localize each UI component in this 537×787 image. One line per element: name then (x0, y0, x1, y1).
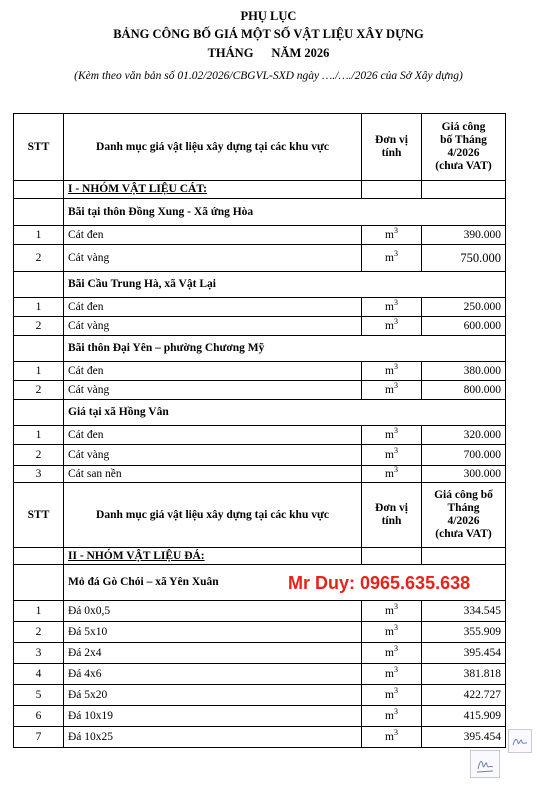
row-unit: $m^3$ (362, 727, 422, 748)
site-name: Bãi thôn Đại Yên – phường Chương Mỹ (64, 336, 506, 362)
table-row (14, 601, 506, 622)
row-price: 390.000 (422, 226, 506, 245)
row-stt: 1 (14, 226, 64, 245)
row-name: Cát đen (64, 298, 362, 317)
row-unit: $m^3$ (362, 298, 422, 317)
col-stt: STT (14, 483, 64, 548)
table-row (14, 298, 506, 317)
row-name: Đá 4x6 (64, 664, 362, 685)
table-row (14, 426, 506, 445)
col-category: Danh mục giá vật liệu xây dựng tại các khu vực (64, 114, 362, 181)
row-stt: 5 (14, 685, 64, 706)
row-unit: $m^3$ (362, 445, 422, 466)
row-name: Đá 5x10 (64, 622, 362, 643)
row-unit: $m^3$ (362, 226, 422, 245)
row-price: 381.818 (422, 664, 506, 685)
row-price: 380.000 (422, 362, 506, 381)
row-stt: 7 (14, 727, 64, 748)
site-name: Bãi tại thôn Đồng Xung - Xã ứng Hòa (64, 199, 506, 226)
site-row (14, 336, 506, 362)
row-stt: 1 (14, 362, 64, 381)
row-name: Cát vàng (64, 317, 362, 336)
site-name: Giá tại xã Hồng Vân (64, 400, 506, 426)
row-name: Cát đen (64, 226, 362, 245)
site-row (14, 199, 506, 226)
row-name: Cát đen (64, 426, 362, 445)
document-subtitle: (Kèm theo văn bản số 01.02/2026/CBGVL-SXD ngày …./…./2026 của Sở Xây dựng) (74, 70, 463, 82)
row-price: 422.727 (422, 685, 506, 706)
row-stt: 2 (14, 245, 64, 272)
row-price: 600.000 (422, 317, 506, 336)
row-price: 334.545 (422, 601, 506, 622)
row-stt: 1 (14, 601, 64, 622)
row-stt: 3 (14, 466, 64, 483)
site-name: Mỏ đá Gò Chói – xã Yên Xuân (64, 565, 506, 601)
appendix-title: PHỤ LỤC (240, 9, 297, 23)
table-row (14, 622, 506, 643)
row-name: Cát vàng (64, 445, 362, 466)
row-unit: $m^3$ (362, 362, 422, 381)
row-stt: 2 (14, 317, 64, 336)
col-category: Danh mục giá vật liệu xây dựng tại các khu vực (64, 483, 362, 548)
col-unit: Đơn vị tính (362, 114, 422, 181)
row-stt: 2 (14, 622, 64, 643)
row-unit: $m^3$ (362, 664, 422, 685)
table-row (14, 226, 506, 245)
group-title: II - NHÓM VẬT LIỆU ĐÁ: (64, 548, 362, 565)
row-price: 395.454 (422, 727, 506, 748)
site-row (14, 272, 506, 298)
row-name: Đá 0x0,5 (64, 601, 362, 622)
document-month-year (0, 45, 537, 62)
row-unit: $m^3$ (362, 622, 422, 643)
table-row (14, 381, 506, 400)
contact-watermark: Mr Duy: 0965.635.638 (288, 573, 471, 593)
row-unit: $m^3$ (362, 706, 422, 727)
row-stt: 3 (14, 643, 64, 664)
row-stt: 1 (14, 298, 64, 317)
row-unit: $m^3$ (362, 643, 422, 664)
row-price: 320.000 (422, 426, 506, 445)
site-name: Bãi Cầu Trung Hà, xã Vật Lại (64, 272, 506, 298)
table-row (14, 685, 506, 706)
signature-icon (470, 750, 500, 778)
col-stt: STT (14, 114, 64, 181)
month-label: THÁNG (207, 46, 254, 60)
row-name: Đá 5x20 (64, 685, 362, 706)
initial-signature-icon (508, 729, 532, 753)
table-row (14, 466, 506, 483)
col-price: Giá công bố Tháng 4/2026 (chưa VAT) (422, 483, 506, 548)
table-row (14, 664, 506, 685)
row-name: Cát đen (64, 362, 362, 381)
row-price: 300.000 (422, 466, 506, 483)
row-stt: 1 (14, 426, 64, 445)
col-unit: Đơn vị tính (362, 483, 422, 548)
row-name: Cát san nền (64, 466, 362, 483)
row-price: 700.000 (422, 445, 506, 466)
row-price: 800.000 (422, 381, 506, 400)
group-row (14, 548, 506, 565)
table-row (14, 727, 506, 748)
row-stt: 6 (14, 706, 64, 727)
row-unit: $m^3$ (362, 317, 422, 336)
row-unit: $m^3$ (362, 426, 422, 445)
row-unit: $m^3$ (362, 601, 422, 622)
group-title: I - NHÓM VẬT LIỆU CÁT: (64, 181, 362, 199)
table-header-row (14, 114, 506, 181)
row-stt: 4 (14, 664, 64, 685)
table-row (14, 445, 506, 466)
group-row (14, 181, 506, 199)
row-price: 355.909 (422, 622, 506, 643)
row-name: Cát vàng (64, 245, 362, 272)
row-price: 395.454 (422, 643, 506, 664)
row-unit: $m^3$ (362, 466, 422, 483)
row-unit: $m^3$ (362, 245, 422, 272)
row-name: Cát vàng (64, 381, 362, 400)
row-stt: 2 (14, 445, 64, 466)
price-table (13, 113, 506, 748)
row-name: Đá 10x19 (64, 706, 362, 727)
site-row (14, 400, 506, 426)
table-header-row-repeat (14, 483, 506, 548)
table-row (14, 643, 506, 664)
row-stt: 2 (14, 381, 64, 400)
row-unit: $m^3$ (362, 685, 422, 706)
col-price: Giá công bố Tháng 4/2026 (chưa VAT) (422, 114, 506, 181)
row-name: Đá 10x25 (64, 727, 362, 748)
row-price: 415.909 (422, 706, 506, 727)
document-title: BẢNG CÔNG BỐ GIÁ MỘT SỐ VẬT LIỆU XÂY DỰNG (113, 27, 424, 41)
table-row (14, 245, 506, 272)
table-row (14, 362, 506, 381)
row-price: 750.000 (422, 245, 506, 272)
row-unit: $m^3$ (362, 381, 422, 400)
year-label: NĂM 2026 (271, 46, 330, 60)
row-name: Đá 2x4 (64, 643, 362, 664)
table-row (14, 317, 506, 336)
table-row (14, 706, 506, 727)
row-price: 250.000 (422, 298, 506, 317)
